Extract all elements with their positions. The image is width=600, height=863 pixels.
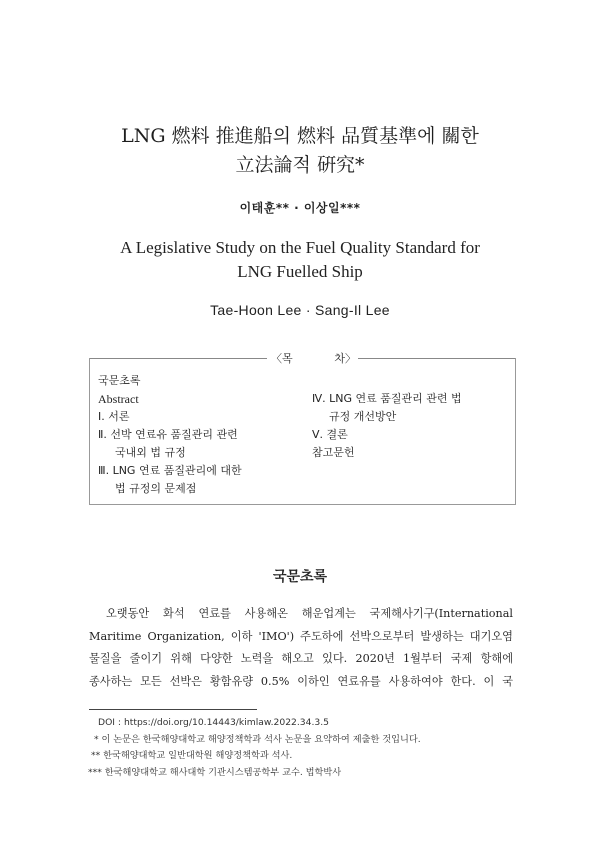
toc-right-column	[312, 390, 462, 462]
footnote-item: ** 한국해양대학교 일반대학원 해양정책학과 석사.	[91, 750, 293, 761]
toc-left-column	[98, 372, 242, 498]
authors-korean: 이태훈** · 이상일***	[239, 201, 361, 215]
abstract-body	[89, 603, 513, 693]
toc-item: 국내외 법 규정	[115, 446, 186, 459]
toc-heading-open: 〈목	[271, 352, 293, 365]
body-line: 물질을 줄이기 위해 다양한 노력을 해오고 있다. 2020년 1월부터 국제 항해에	[89, 652, 513, 665]
toc-item: Ⅳ. LNG 연료 품질관리 관련 법	[312, 392, 462, 405]
paper-title-line2: 立法論적 硏究*	[235, 154, 365, 176]
paper-title-line1: LNG 燃料 推進船의 燃料 品質基準에 關한	[121, 125, 479, 147]
abstract-heading: 국문초록	[272, 569, 328, 585]
toc-item: Abstract	[98, 392, 139, 406]
toc-item: 법 규정의 문제점	[115, 482, 197, 495]
toc-item: Ⅴ. 결론	[312, 428, 348, 441]
authors-english: Tae-Hoon Lee · Sang-Il Lee	[210, 302, 390, 318]
body-line: Maritime Organization, 이하 'IMO') 주도하에 선박으로부터 발생하는 대기오염	[89, 629, 513, 643]
toc-item: Ⅱ. 선박 연료유 품질관리 관련	[98, 428, 238, 441]
body-line: 종사하는 모든 선박은 황함유량 0.5% 이하인 연료유를 사용하여야 한다. 이 국	[89, 674, 513, 688]
footnote-item: * 이 논문은 한국해양대학교 해양정책학과 석사 논문을 요약하여 제출한 것입니다.	[94, 733, 421, 745]
toc-heading-close: 차〉	[334, 352, 356, 365]
english-title-line1: A Legislative Study on the Fuel Quality Standard for	[120, 238, 480, 257]
english-title-line2: LNG Fuelled Ship	[237, 262, 363, 281]
toc-item: Ⅲ. LNG 연료 품질관리에 대한	[98, 464, 242, 477]
footnote-item: *** 한국해양대학교 해사대학 기관시스템공학부 교수. 법학박사	[88, 766, 342, 778]
footnotes	[88, 715, 518, 781]
toc-item: 참고문헌	[312, 446, 355, 459]
toc-item: Ⅰ. 서론	[98, 410, 130, 423]
toc-item: 국문초록	[98, 374, 141, 387]
toc-item: 규정 개선방안	[329, 410, 397, 423]
body-line: 오랫동안 화석 연료를 사용해온 해운업계는 국제해사기구(International	[106, 607, 513, 620]
footnote-doi: DOI : https://doi.org/10.14443/kimlaw.2022.34.3.5	[98, 717, 330, 728]
footnote-rule	[89, 709, 257, 710]
